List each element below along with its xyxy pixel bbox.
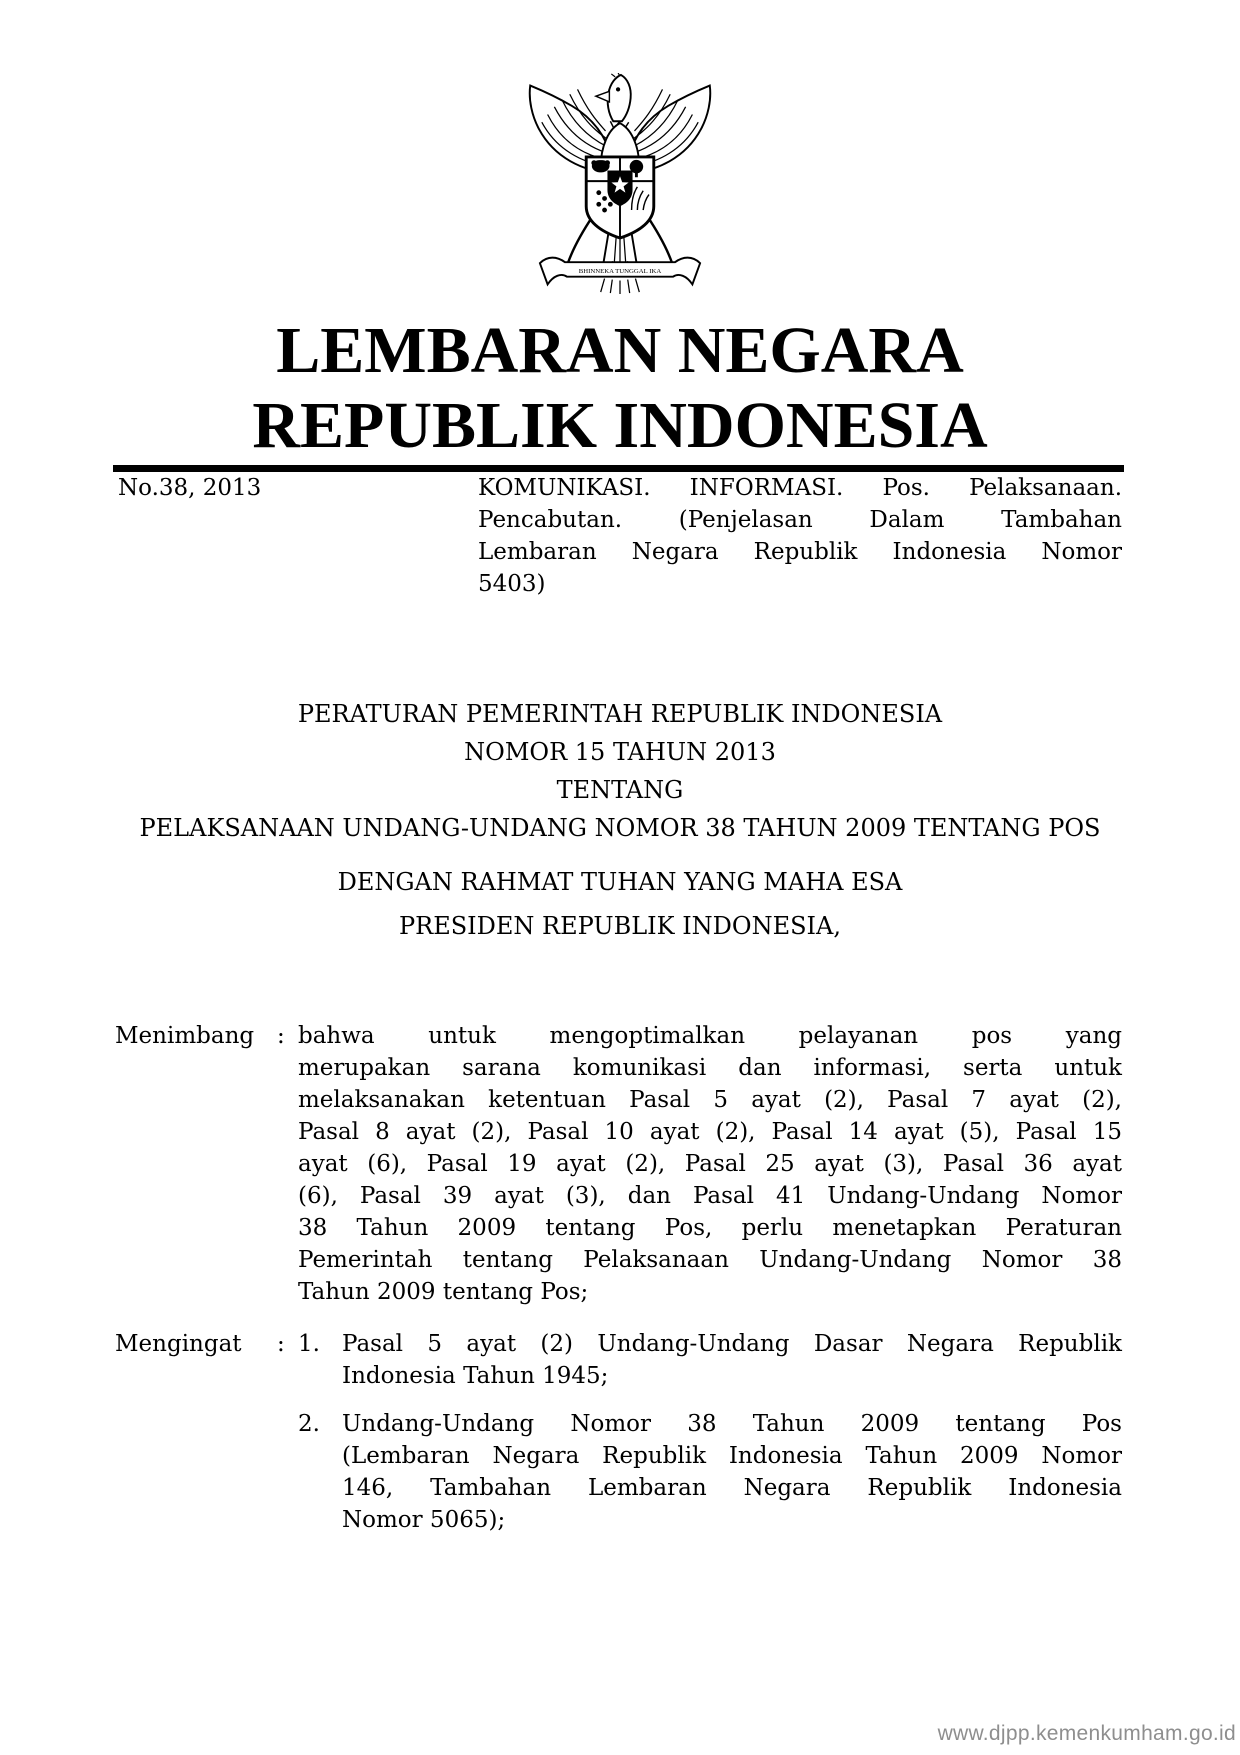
text-line: 146, Tambahan Lembaran Negara Republik Indonesia — [342, 1475, 1122, 1501]
text-line: NOMOR 15 TAHUN 2013 — [464, 738, 776, 766]
text-line: PERATURAN PEMERINTAH REPUBLIK INDONESIA — [297, 700, 943, 728]
text-line: Lembaran Negara Republik Indonesia Nomor — [478, 539, 1122, 565]
garuda-emblem-svg — [523, 73, 717, 295]
text-line: Tahun 2009 tentang Pos; — [298, 1279, 589, 1305]
legal-basis-label: Mengingat — [115, 1331, 242, 1357]
text-line: melaksanakan ketentuan Pasal 5 ayat (2), Pasal 7 ayat (2), — [298, 1087, 1122, 1113]
text-line: ayat (6), Pasal 19 ayat (2), Pasal 25 ayat (3), Pasal 36 ayat — [298, 1151, 1122, 1177]
text-line: Nomor 5065); — [342, 1507, 506, 1533]
considerations-label: Menimbang — [115, 1023, 255, 1049]
text-line: merupakan sarana komunikasi dan informasi, serta untuk — [298, 1055, 1122, 1081]
masthead-title-line1: LEMBARAN NEGARA — [276, 314, 964, 387]
invocation-line: DENGAN RAHMAT TUHAN YANG MAHA ESA — [337, 868, 903, 896]
text-line: Pencabutan. (Penjelasan Dalam Tambahan — [478, 507, 1122, 533]
text-line: Pasal 8 ayat (2), Pasal 10 ayat (2), Pasal 14 ayat (5), Pasal 15 — [298, 1119, 1122, 1145]
issue-number: No.38, 2013 — [118, 475, 262, 501]
footer-url: www.djpp.kemenkumham.go.id — [937, 1722, 1236, 1745]
masthead-divider-rule — [113, 465, 1124, 472]
subject-abstract — [478, 472, 1122, 600]
text-line: Pasal 5 ayat (2) Undang-Undang Dasar Negara Republik — [342, 1331, 1122, 1357]
authority-line: PRESIDEN REPUBLIK INDONESIA, — [398, 912, 841, 940]
considerations-paragraph — [298, 1020, 1122, 1308]
legal-basis-item-1 — [342, 1328, 1122, 1392]
legal-basis-colon: : — [277, 1331, 285, 1357]
emblem-motto: BHINNEKA TUNGGAL IKA — [578, 267, 662, 275]
masthead-title-line2: REPUBLIK INDONESIA — [252, 389, 988, 462]
legal-basis-item-2-number: 2. — [298, 1411, 320, 1437]
legal-basis-item-2 — [342, 1408, 1122, 1536]
garuda-pancasila-emblem — [523, 73, 717, 295]
text-line: (6), Pasal 39 ayat (3), dan Pasal 41 Undang-Undang Nomor — [298, 1183, 1122, 1209]
text-line: (Lembaran Negara Republik Indonesia Tahun 2009 Nomor — [342, 1443, 1122, 1469]
text-line: Undang-Undang Nomor 38 Tahun 2009 tentang Pos — [342, 1411, 1122, 1437]
text-line: TENTANG — [556, 776, 684, 804]
considerations-colon: : — [277, 1023, 285, 1049]
regulation-heading — [55, 695, 1185, 847]
text-line: Pemerintah tentang Pelaksanaan Undang-Undang Nomor 38 — [298, 1247, 1122, 1273]
text-line: Indonesia Tahun 1945; — [342, 1363, 609, 1389]
text-line: 5403) — [478, 571, 546, 597]
text-line: KOMUNIKASI. INFORMASI. Pos. Pelaksanaan. — [478, 475, 1122, 501]
text-line: bahwa untuk mengoptimalkan pelayanan pos yang — [298, 1023, 1122, 1049]
text-line: 38 Tahun 2009 tentang Pos, perlu menetapkan Peraturan — [298, 1215, 1122, 1241]
text-line: PELAKSANAAN UNDANG-UNDANG NOMOR 38 TAHUN 2009 TENTANG POS — [139, 814, 1101, 842]
legal-basis-item-1-number: 1. — [298, 1331, 320, 1357]
